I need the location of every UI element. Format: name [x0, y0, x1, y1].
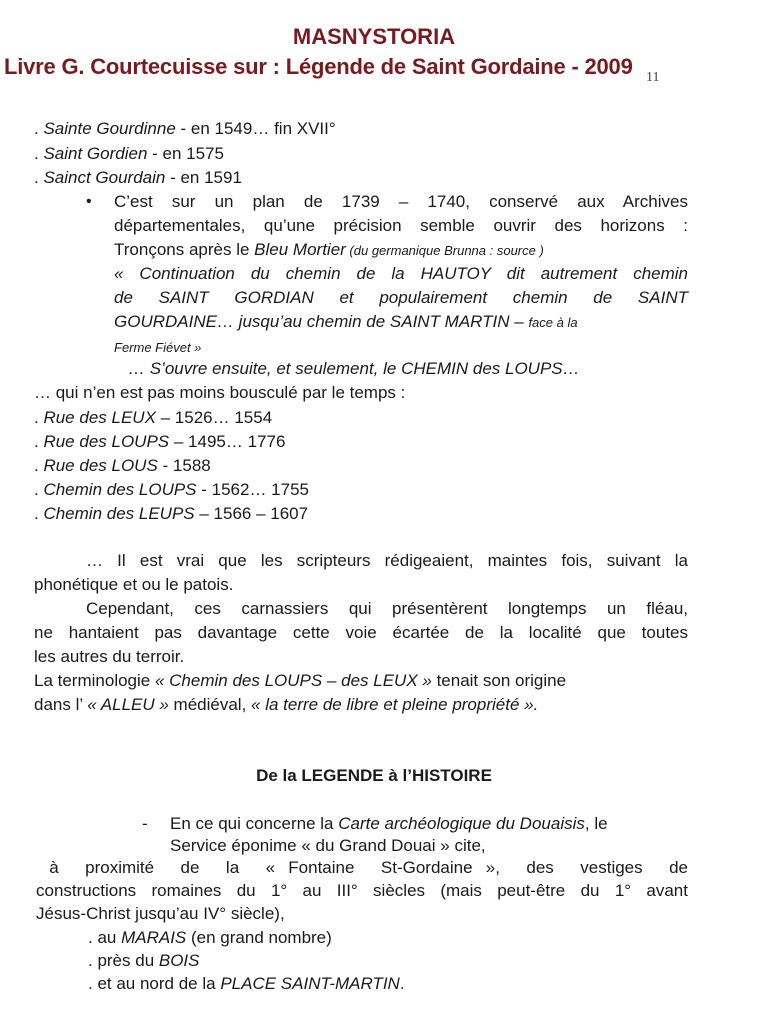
history-line-1: En ce qui concerne la Carte archéologique du Douaisis, le [170, 814, 608, 833]
street-item-4: . Chemin des LOUPS - 1562… 1755 [34, 480, 309, 499]
paragraph-2-line-2: ne hantaient pas davantage cette voie écartée de la localité que toutes [34, 623, 688, 642]
street-item-1: . Rue des LEUX – 1526… 1554 [34, 408, 273, 427]
bullet-icon: • [86, 193, 92, 210]
history-item-2: . près du BOIS [88, 951, 200, 970]
paragraph-1-line-2: phonétique et ou le patois. [34, 575, 234, 594]
name-item-1: . Sainte Gourdinne - en 1549… fin XVII° [34, 119, 336, 138]
document-subtitle: Livre G. Courtecuisse sur : Légende de Saint Gordaine - 2009 [4, 54, 633, 79]
plan-quote-5: … S’ouvre ensuite, et seulement, le CHEMIN des LOUPS… [128, 359, 580, 378]
paragraph-3-line-2: dans l’ « ALLEU » médiéval, « la terre de libre et pleine propriété ». [34, 695, 539, 714]
street-item-5: . Chemin des LEUPS – 1566 – 1607 [34, 504, 309, 523]
plan-quote-2: de SAINT GORDIAN et populairement chemin de SAINT [114, 288, 688, 307]
dash-marker: - [142, 814, 148, 833]
paragraph-2-line-3: les autres du terroir. [34, 647, 185, 666]
history-item-3: . et au nord de la PLACE SAINT-MARTIN. [88, 974, 405, 993]
plan-line-3: Tronçons après le Bleu Mortier (du germanique Brunna : source ) [114, 240, 544, 259]
section-title: De la LEGENDE à l’HISTOIRE [256, 766, 492, 785]
document-title: MASNYSTORIA [292, 24, 456, 49]
street-item-3: . Rue des LOUS - 1588 [34, 456, 211, 475]
transition-line: … qui n’en est pas moins bousculé par le temps : [34, 383, 406, 402]
name-item-3: . Sainct Gourdain - en 1591 [34, 168, 242, 187]
paragraph-1-line-1: … Il est vrai que les scripteurs rédigeaient, maintes fois, suivant la [86, 551, 688, 570]
paragraph-2-line-1: Cependant, ces carnassiers qui présentèrent longtemps un fléau, [86, 599, 688, 618]
history-line-2: Service éponime « du Grand Douai » cite, [170, 836, 486, 855]
plan-line-1: C’est sur un plan de 1739 – 1740, conservé aux Archives [114, 192, 688, 211]
paragraph-3-line-1: La terminologie « Chemin des LOUPS – des LEUX » tenait son origine [34, 671, 567, 690]
plan-quote-3: GOURDAINE… jusqu’au chemin de SAINT MARTIN – face à la [114, 312, 578, 331]
history-line-4: constructions romaines du 1° au III° siècles (mais peut-être du 1° avant [36, 881, 688, 900]
plan-quote-4: Ferme Fiévet » [114, 340, 202, 355]
history-item-1: . au MARAIS (en grand nombre) [88, 928, 332, 947]
plan-quote-1: « Continuation du chemin de la HAUTOY dit autrement chemin [114, 264, 688, 283]
plan-line-2: départementales, qu’une précision semble ouvrir des horizons : [114, 216, 688, 235]
history-line-3: à proximité de la « Fontaine St-Gordaine », des vestiges de [36, 858, 688, 877]
history-line-5: Jésus-Christ jusqu’au IV° siècle), [36, 904, 285, 923]
street-item-2: . Rue des LOUPS – 1495… 1776 [34, 432, 286, 451]
page-number: 11 [646, 70, 660, 85]
name-item-2: . Saint Gordien - en 1575 [34, 144, 224, 163]
